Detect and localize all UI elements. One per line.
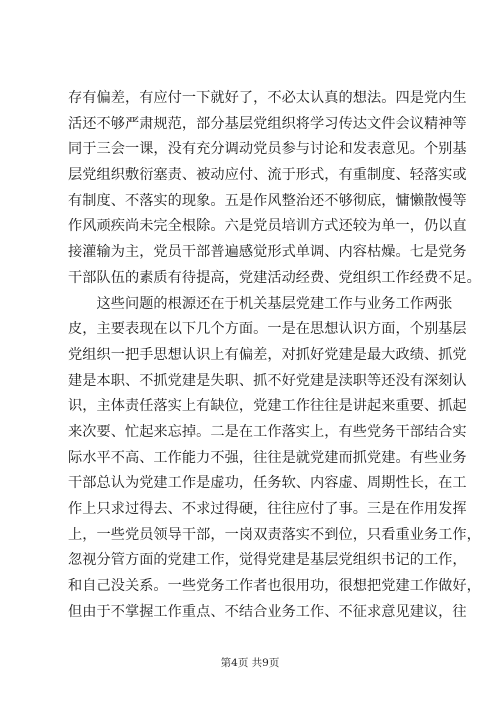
page-footer bbox=[0, 655, 500, 670]
text-line: 有制度、不落实的现象。五是作风整治还不够彻底，慵懒散慢等 bbox=[68, 192, 467, 209]
text-line: 际水平不高、工作能力不强，往往是就党建而抓党建。有些业务 bbox=[68, 449, 467, 466]
text-line: 但由于不掌握工作重点、不结合业务工作、不征求意见建议，往 bbox=[68, 603, 467, 620]
text-line: 这些问题的根源还在于机关基层党建工作与业务工作两张 bbox=[68, 295, 453, 312]
text-line: 党组织一把手思想认识上有偏差，对抓好党建是最大政绩、抓党 bbox=[68, 346, 467, 363]
text-line: 层党组织敷衍塞责、被动应付、流于形式，有重制度、轻落实或 bbox=[68, 167, 467, 184]
text-line: 接灌输为主，党员干部普遍感觉形式单调、内容枯燥。七是党务 bbox=[68, 244, 467, 261]
text-line: 和自己没关系。一些党务工作者也很用功，很想把党建工作做好， bbox=[68, 578, 481, 595]
text-line: 干部总认为党建工作是虚功，任务软、内容虚、周期性长，在工 bbox=[68, 475, 467, 492]
text-line: 活还不够严肃规范，部分基层党组织将学习传达文件会议精神等 bbox=[68, 115, 467, 132]
text-line: 同于三会一课，没有充分调动党员参与讨论和发表意见。个别基 bbox=[68, 141, 467, 158]
document-body bbox=[68, 86, 481, 625]
text-line: 作风顽疾尚未完全根除。六是党员培训方式还较为单一，仍以直 bbox=[68, 218, 467, 235]
paragraph-1 bbox=[68, 86, 481, 292]
text-line: 识，主体责任落实上有缺位，党建工作往往是讲起来重要、抓起 bbox=[68, 398, 467, 415]
text-line: 皮，主要表现在以下几个方面。一是在思想认识方面，个别基层 bbox=[68, 321, 467, 338]
text-line: 上，一些党员领导干部，一岗双责落实不到位，只看重业务工作， bbox=[68, 526, 481, 543]
text-line: 干部队伍的素质有待提高，党建活动经费、党组织工作经费不足。 bbox=[68, 269, 481, 286]
page-number-label: 第4页 共9页 bbox=[220, 657, 280, 669]
text-line: 作上只求过得去、不求过得硬，往往应付了事。三是在作用发挥 bbox=[68, 501, 467, 517]
paragraph-2 bbox=[68, 292, 481, 626]
text-line: 来次要、忙起来忘掉。二是在工作落实上，有些党务干部结合实 bbox=[68, 423, 467, 440]
text-line: 建是本职、不抓党建是失职、抓不好党建是渎职等还没有深刻认 bbox=[68, 372, 467, 389]
text-line: 忽视分管方面的党建工作，觉得党建是基层党组织书记的工作， bbox=[68, 552, 467, 569]
text-line: 存有偏差，有应付一下就好了，不必太认真的想法。四是党内生 bbox=[68, 90, 467, 106]
